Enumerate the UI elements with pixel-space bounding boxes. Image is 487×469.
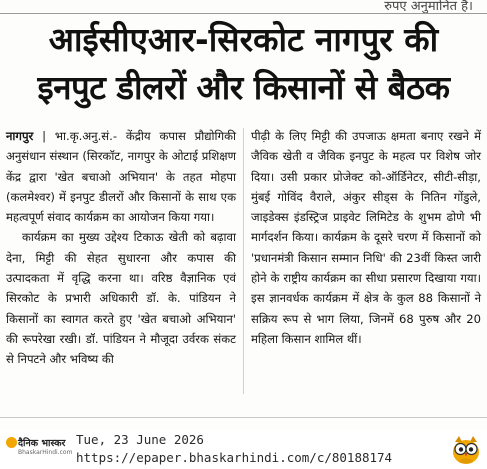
headline [0,16,487,112]
headline-line-2: इनपुट डीलरों और किसानों से बैठक [37,68,450,107]
publish-date: Tue, 23 June 2026 [76,432,204,447]
column-divider [243,128,244,394]
article-column-left [6,126,236,370]
article-paragraph [6,126,236,227]
headline-line-1: आईसीएआर-सिरकोट नागपुर की [48,20,439,59]
article-paragraph: कार्यक्रम का मुख्य उद्देश्य टिकाऊ खेती को बढ़ावा देना, मिट्टी की सेहत सुधारना और कपास की उत्पादकता में वृद्धि करना था। वरिष्ठ वैज्ञानिक एवं सिरकोट के प्रभारी अधिकारी डॉ. के. पांडियन ने किसानों का स्वागत करते हुए 'खेत बचाओ अभियान' की रूपरेखा रखी। डॉ. पांडियन ने मौजूदा उर्वरक संकट से निपटने और भविष्य की [6,230,236,367]
article-paragraph: पीढ़ी के लिए मिट्टी की उपजाऊ क्षमता बनाए रखने में जैविक खेती व जैविक इनपुट के महत्व पर विशेष जोर दिया। उसी प्रकार प्रोजेक्ट को-ऑर्डिनेटर, सीटी-सीड़ा, मुंबई गोविंद वैराले, अंकुर सीड्स के नितिन गोंडुले, जाइडेक्स इंडस्ट्रिज प्राइवेट लिमिटेड के शुभम ढोणे भी मार्गदर्शन किया। कार्यक्रम के दूसरे चरण में किसानों को 'प्रधानमंत्री किसान सम्मान निधि' की 23वीं किस्त जारी होने के राष्ट्रीय कार्यक्रम का सीधा प्रसारण दिखाया गया। इस ज्ञानवर्धक कार्यक्रम में क्षेत्र के कुल 88 किसानों ने सक्रिय रूप से भाग लिया, जिनमें 68 पुरुष और 20 महिला किसान शामिल थीं। [251,129,481,346]
divider [0,13,487,14]
logo-subtitle: BhaskarHindi.com [18,449,73,456]
paragraph-text: | भा.कृ.अनु.सं.- केंद्रीय कपास प्रौद्योगिकी अनुसंधान संस्थान (सिरकॉट, नागपुर के ओटाई प्रशिक्षण केंद्र द्वारा 'खेत बचाओ अभियान' के तहत मोहपा (कलमेश्वर) में इनपुट डीलरों और किसानों के साथ एक महत्वपूर्ण संवाद कार्यक्रम का आयोजन किया गया। [6,129,236,225]
logo-brand: दैनिक भास्कर [18,438,66,449]
logo-sun-icon [6,437,17,448]
owl-icon [449,432,483,466]
next-article-edge [0,417,487,431]
divider [0,417,487,418]
dainik-bhaskar-logo[interactable] [6,434,73,464]
epaper-url[interactable]: https://epaper.bhaskarhindi.com/c/80188174 [76,450,393,465]
footer-meta [76,431,392,467]
previous-article-tail [0,0,487,14]
footer-bar [0,430,487,469]
previous-article-text: रुपए अनुमानित हैं। [384,0,473,14]
dateline: नागपुर [6,129,34,143]
article-column-right [251,126,481,349]
